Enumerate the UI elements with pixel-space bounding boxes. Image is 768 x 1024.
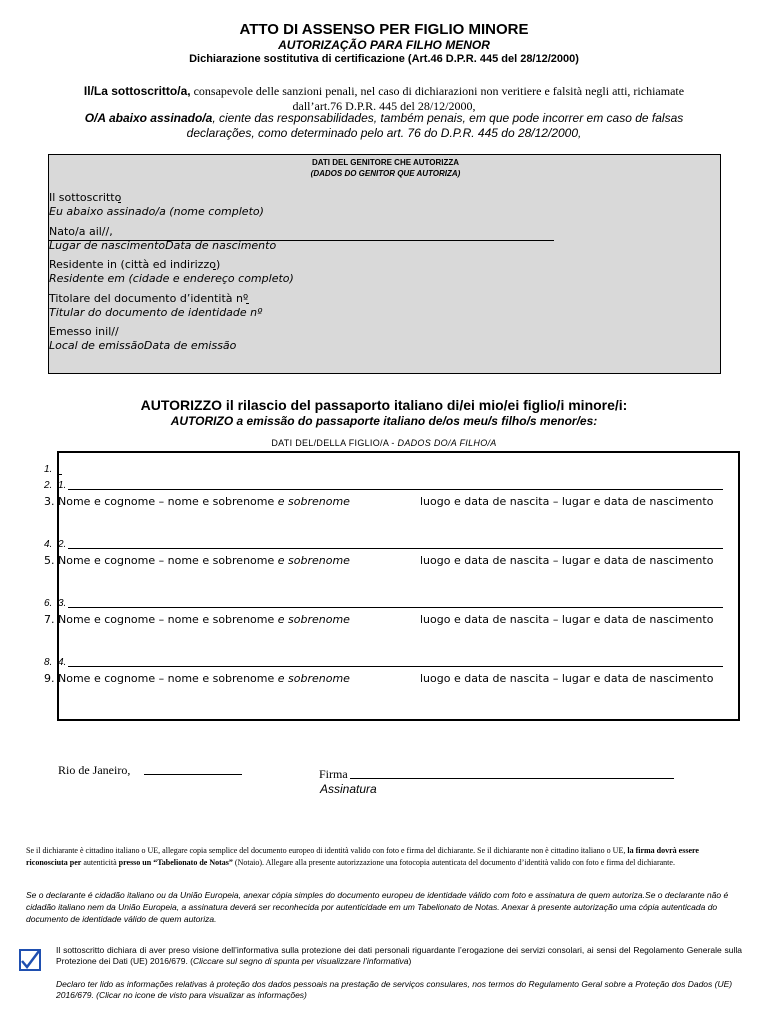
child-row-line[interactable] [68, 607, 723, 608]
note-italian-bold2: presso un “Tabelionato de Notas” [118, 858, 233, 867]
intro-italian-text: consapevole delle sanzioni penali, nel caso di dichiarazioni non veritiere e falsità negli atti, richiamate dall’art.76 D.P.R. 445 del 28/12/2000, [190, 84, 685, 113]
child-name-label [58, 672, 350, 685]
note-italian-part2: autenticità [81, 858, 119, 867]
list-number: 7. [44, 613, 55, 626]
field-residence-label-pt: Residente em (cidade e endereço completo) [49, 272, 294, 285]
privacy-checkbox[interactable] [19, 949, 41, 971]
declaration-reference: Dichiarazione sostitutiva di certificazione (Art.46 D.P.R. 445 del 28/12/2000) [189, 53, 579, 65]
list-underline [57, 474, 62, 475]
note-italian-part1: Se il dichiarante è cittadino italiano o UE, allegare copia semplice del documento europeo di identità valido con foto e firma del dichiarante. Se il dichiarante non è cittadino italiano o UE, [26, 846, 628, 855]
entry-number: 4. [58, 657, 67, 668]
child-name-label-it: Nome e cognome – nome e sobrenome [58, 613, 278, 626]
field-birth-label-pt: Lugar de nascimentoData de nascimento [49, 239, 277, 252]
intro-italian-bold: Il/La sottoscritto/a, [83, 84, 191, 98]
privacy-portuguese: Declaro ter lido as informações relativas à proteção dos dados pessoais na prestação de serviços consulares, nos termos do Regulamento Geral sobre a Proteção dos Dados (UE) 2016/679. (Clicar no icone de visto para visualizar as informações) [56, 979, 733, 1000]
field-underline [118, 202, 121, 203]
child-birth-label: luogo e data de nascita – lugar e data de nascimento [420, 495, 714, 508]
field-sottoscritto-label-pt: Eu abaixo assinado/a (nome completo) [49, 205, 264, 218]
field-birth[interactable] [49, 225, 276, 253]
child-row-line[interactable] [68, 666, 723, 667]
child-name-label-pt: e sobrenome [277, 613, 350, 626]
child-name-label-it: Nome e cognome – nome e sobrenome [58, 672, 278, 685]
parent-box-heading-pt: (DADOS DO GENITOR QUE AUTORIZA) [310, 169, 461, 178]
signature-label: Firma [319, 767, 348, 781]
parent-box-heading [49, 157, 722, 179]
intro-italian [60, 84, 708, 114]
entry-number: 2. [58, 539, 67, 550]
list-number: 5. [44, 554, 55, 567]
intro-portuguese [60, 111, 708, 141]
child-row-line[interactable] [68, 489, 723, 490]
box-bottom-line [133, 719, 685, 720]
privacy-italian-text: Il sottoscritto dichiara di aver preso visione dell’informativa sulla protezione dei dati personali riguardante l’erogazione dei servizi consolari, ai sensi del Regolamento Generale sulla Protezione dei Dati (UE) 2016/679. ( [56, 945, 742, 966]
child-row-line[interactable] [68, 548, 723, 549]
field-issued[interactable] [49, 325, 236, 353]
child-birth-label: luogo e data de nascita – lugar e data de nascimento [420, 672, 714, 685]
field-issued-label: Emesso inil// [49, 325, 119, 338]
child-name-label-pt: e sobrenome [277, 495, 350, 508]
note-italian [26, 845, 742, 869]
privacy-info-link[interactable]: Cliccare sul segno di spunta per visualizzare l’informativa [193, 956, 409, 966]
list-number: 4. [44, 539, 53, 550]
authorize-italian: AUTORIZZO il rilascio del passaporto italiano di/ei mio/ei figlio/i minore/i: [140, 397, 628, 413]
note-italian-bold: la firma dovrà essere riconosciuta per [26, 846, 699, 867]
children-heading-pt: DADOS DO/A FILHO/A [397, 438, 497, 448]
field-document-label-pt: Titular do documento de identidade nº [49, 306, 263, 319]
children-heading-it: DATI DEL/DELLA FIGLIO/A - [271, 438, 398, 448]
intro-portuguese-text: , ciente das responsabilidades, também penais, em que pode incorrer em caso de falsas declarações, como determinado pelo art. 76 do D.P.R. 445 do 28/12/2000, [186, 111, 684, 140]
child-name-label-pt: e sobrenome [277, 554, 350, 567]
privacy-italian-end: ) [408, 956, 412, 966]
note-portuguese: Se o declarante é cidadão italiano ou da União Europeia, anexar cópia simples do documento europeu de identidade válido com foto e assinatura de quem autoriza.Se o declarante não é cidadão italiano nem da União Europeia, a assinatura deverá ser reconhecida por autenticidade em um Tabelionato de Notas. Anexar à presente autorização uma cópia autenticada do documento de identidade válido de quem autoriza. [26, 890, 729, 924]
list-number: 9. [44, 672, 55, 685]
date-field[interactable] [144, 774, 242, 775]
field-sottoscritto[interactable] [49, 191, 264, 219]
list-number: 6. [44, 598, 53, 609]
privacy-italian [56, 945, 742, 967]
document-subtitle: AUTORIZAÇÃO PARA FILHO MENOR [278, 38, 490, 52]
authorize-portuguese: AUTORIZO a emissão do passaporte italiano de/os meu/s filho/s menor/es: [170, 414, 598, 428]
list-number: 3. [44, 495, 55, 508]
child-name-label [58, 554, 350, 567]
signature-label-pt: Assinatura [320, 782, 377, 796]
child-name-label-it: Nome e cognome – nome e sobrenome [58, 495, 278, 508]
child-name-label-pt: e sobrenome [277, 672, 350, 685]
child-name-label [58, 613, 350, 626]
field-residence[interactable] [49, 258, 294, 286]
child-birth-label: luogo e data de nascita – lugar e data de nascimento [420, 554, 714, 567]
signature-field[interactable] [350, 778, 674, 779]
note-italian-part3: (Notaio). Allegare alla presente autorizzazione una fotocopia autenticata del documento d’identità valido con foto e firma del dichiarante. [232, 858, 675, 867]
signature-city: Rio de Janeiro, [58, 763, 131, 777]
intro-portuguese-bold: O/A abaixo assinado/a [84, 111, 213, 125]
field-issued-label-pt: Local de emissãoData de emissão [49, 339, 237, 352]
list-number: 2. [44, 480, 53, 491]
child-name-label-it: Nome e cognome – nome e sobrenome [58, 554, 278, 567]
parent-box-heading-it: DATI DEL GENITORE CHE AUTORIZZA [311, 158, 460, 167]
list-number: 8. [44, 657, 53, 668]
child-birth-label: luogo e data de nascita – lugar e data de nascimento [420, 613, 714, 626]
field-underline [213, 269, 216, 270]
document-title: ATTO DI ASSENSO PER FIGLIO MINORE [239, 21, 529, 38]
field-sottoscritto-label: Il sottoscritto [49, 191, 122, 204]
list-number: 1. [44, 464, 53, 475]
field-document[interactable] [49, 292, 262, 320]
child-name-label [58, 495, 350, 508]
entry-number: 1. [58, 480, 67, 491]
entry-number: 3. [58, 598, 67, 609]
field-document-label: Titolare del documento d’identità nº [49, 292, 249, 305]
field-underline [49, 240, 554, 241]
parent-data-box [48, 154, 721, 374]
field-residence-label: Residente in (città ed indirizzo) [49, 258, 221, 271]
field-underline [246, 303, 249, 304]
field-birth-label: Nato/a ail//, [49, 225, 113, 238]
children-heading [0, 438, 768, 448]
checkmark-icon [19, 949, 41, 971]
